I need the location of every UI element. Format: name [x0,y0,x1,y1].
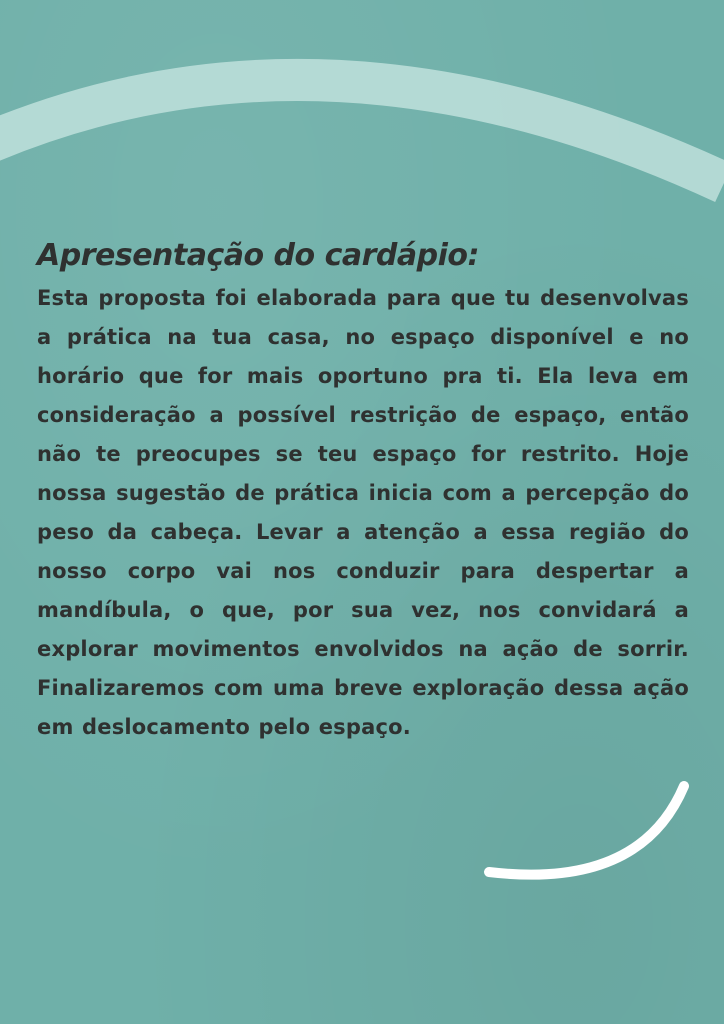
top-arc-decoration [0,80,724,183]
menu-presentation-section [37,233,689,747]
section-heading: Apresentação do cardápio: [37,238,479,273]
bottom-arc-decoration [489,786,684,875]
section-body-text: Esta proposta foi elaborada para que tu desenvolvas a prática na tua casa, no espaço disponível e no horário que for mais oportuno pra ti. Ela leva em consideração a possível restrição de espaço, então não te preocupes se teu espaço for restrito. Hoje nossa sugestão de prática inicia com a percepção do peso da cabeça. Levar a atenção a essa região do nosso corpo vai nos conduzir para despertar a mandíbula, o que, por sua vez, nos convidará a explorar movimentos envolvidos na ação de sorrir. Finalizaremos com uma breve exploração dessa ação em deslocamento pelo espaço. [37,286,689,739]
